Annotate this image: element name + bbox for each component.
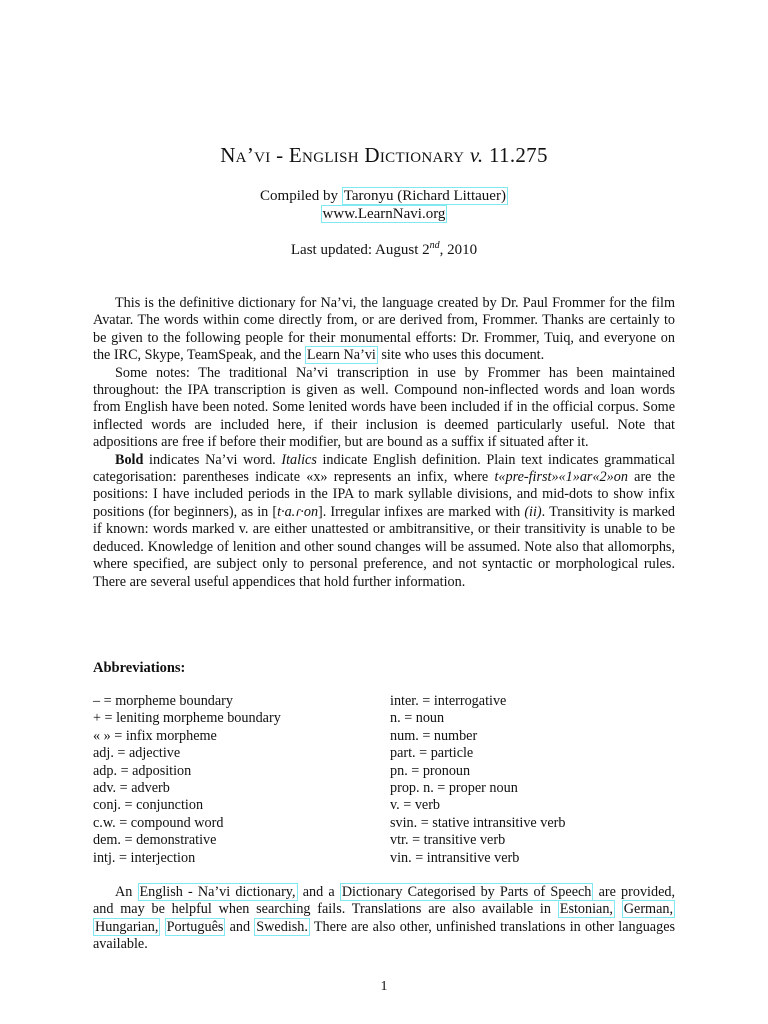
irregular-marker: (ii) [524,503,542,520]
abbreviation-item: inter. = interrogative [390,693,507,709]
abbreviation-item: v. = verb [390,797,441,814]
intro-p3-d: ]. Irregular infixes are marked with [318,503,521,520]
compiled-by-line [0,188,768,205]
intro-p3-a: indicates Na’vi word. [149,451,276,468]
infix-example: t«pre-first»«1»ar«2»on [494,469,628,486]
abbreviation-item: prop. n. = proper noun [390,780,518,797]
abbreviation-item: c.w. = compound word [93,814,224,831]
intro-p1-text: This is the definitive dictionary for Na’vi, the language created by Dr. Paul Frommer for the film Avatar. The words within come directly from, or are derived from, Frommer. Thanks are certainly to be given to the following people for their monumental efforts: Dr. Frommer, Tuiq, and everyone on the IRC, Skype, TeamSpeak, and the [93,295,675,364]
swedish-link[interactable]: Swedish. [256,918,308,935]
abbreviation-item: adj. = adjective [93,745,181,762]
german-link[interactable]: German, [623,901,674,918]
closing-section [93,884,675,954]
hungarian-link[interactable]: Hungarian, [95,918,159,935]
abbreviation-item: adp. = adposition [93,762,192,779]
updated-prefix: Last updated: August 2 [290,242,430,258]
abbreviation-item: adv. = adverb [93,780,170,797]
abbreviation-item: « » = infix morpheme [93,727,217,744]
abbreviation-item: conj. = conjunction [93,797,204,814]
abbreviations-heading: Abbreviations: [93,660,186,676]
abbreviation-item: – = morpheme boundary [93,693,233,709]
abbreviation-item: dem. = demonstrative [93,832,217,849]
closing-text-d: and [229,918,251,935]
abbreviation-item: + = leniting morpheme boundary [93,710,281,727]
abbreviation-item: part. = particle [390,745,474,762]
intro-p1-end: site who uses this document. [381,347,545,364]
abbreviation-item: n. = noun [390,710,445,727]
intro-section [93,295,675,591]
abbreviation-item: vin. = intransitive verb [390,849,520,866]
bold-term: Bold [115,451,144,468]
estonian-link[interactable]: Estonian, [559,901,613,918]
document-title [0,143,768,168]
updated-suffix: , 2010 [439,242,478,258]
updated-sup: nd [429,240,440,251]
abbreviation-item: num. = number [390,727,478,744]
intro-p3-c: are the positions: I have included periods in the IPA to mark syllable divisions, and mid-dots to show infix positions (for beginners), as in [ [93,469,676,520]
abbreviations-left-column [93,693,281,867]
portugues-link[interactable]: Português [166,918,224,935]
closing-paragraph [93,884,675,954]
intro-p3-b: indicate English definition. Plain text indicates grammatical categorisation: parentheses indicate «x» represents an infix, where [93,451,676,486]
closing-text-b: and a [302,884,335,900]
english-navi-dictionary-link[interactable]: English - Na’vi dictionary, [139,884,296,900]
intro-paragraph-1 [93,295,675,365]
intro-p3-e: . Transitivity is marked if known: words marked v. are either unattested or ambitransitive, or their transitivity is unable to be deduced. Knowledge of lenition and other sound changes will be assumed. Note also that allomorphs, where specified, are subject only to personal preference, and not syntactic or morphological rules. There are several useful appendices that hold further information. [93,503,676,590]
version-prefix: v. [469,143,484,167]
learn-navi-link[interactable]: Learn Na’vi [306,347,376,364]
learnnavi-site-link[interactable]: www.LearnNavi.org [322,206,446,222]
abbreviations-right-column [390,693,565,867]
abbreviation-item: pn. = pronoun [390,762,471,779]
parts-of-speech-dictionary-link[interactable]: Dictionary Categorised by Parts of Speech [341,884,592,900]
author-link[interactable]: Taronyu (Richard Littauer) [343,188,506,204]
last-updated [0,240,768,259]
italics-term: Italics [281,451,317,468]
abbreviation-item: svin. = stative intransitive verb [390,814,566,831]
abbreviation-item: vtr. = transitive verb [390,832,506,849]
site-line [0,206,768,223]
abbreviation-item: intj. = interjection [93,849,196,866]
title-text: Na’vi - English Dictionary [220,143,465,167]
page-number: 1 [380,979,388,994]
compiled-by-label: Compiled by [260,188,338,204]
version-number: 11.275 [489,143,548,167]
closing-text-c: are provided, and may be helpful when searching fails. Translations are also available in [93,884,676,918]
closing-text-a: An [115,884,133,900]
intro-paragraph-2: Some notes: The traditional Na’vi transcription in use by Frommer has been maintained throughout: the IPA transcription is given as well. Compound non-inflected words and loan words from English have been noted. Some lenited words have been included if in the official corpus. Some inflected words are included here, if their inclusion is deemed particularly useful. Note that adpositions are free if before their modifier, but are bound as a suffix if situated after it. [93,364,675,451]
closing-text-e: There are also other, unfinished translations in other languages available. [93,918,676,953]
intro-paragraph-3 [93,452,675,591]
ipa-example: t·a.ɾ·on [277,503,319,520]
